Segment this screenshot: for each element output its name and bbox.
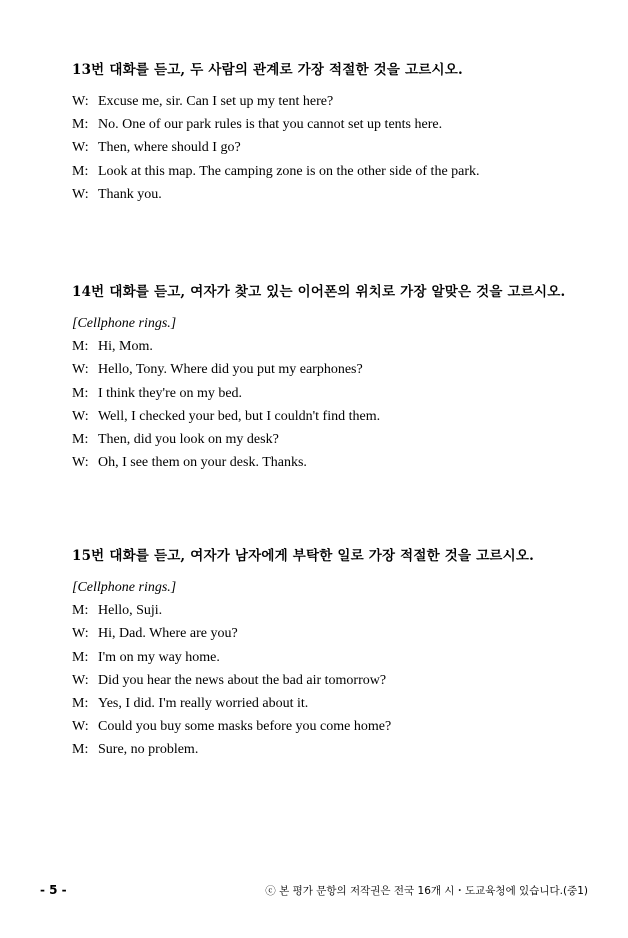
line-text: Then, did you look on my desk? <box>98 432 279 448</box>
dialogue-line <box>72 90 602 113</box>
speaker-label: W: <box>72 362 89 378</box>
dialogue-line <box>72 669 602 692</box>
speaker-label: M: <box>72 339 89 355</box>
line-text: Then, where should I go? <box>98 140 241 156</box>
dialogue-line <box>72 738 602 761</box>
speaker-label: M: <box>72 385 89 401</box>
dialogue-line <box>72 599 602 622</box>
speaker-label: M: <box>72 696 89 712</box>
copyright-notice: ⓒ 본 평가 문항의 저작권은 전국 16개 시・도교육청에 있습니다.(중1) <box>265 885 588 897</box>
line-text: Look at this map. The camping zone is on the other side of the park. <box>98 163 480 179</box>
speaker-label: W: <box>72 408 89 424</box>
dialogue <box>72 90 602 206</box>
dialogue-line <box>72 113 602 136</box>
stage-direction: [Cellphone rings.] <box>72 316 177 331</box>
question-14 <box>72 282 602 474</box>
line-text: Did you hear the news about the bad air tomorrow? <box>98 672 387 688</box>
dialogue-line <box>72 692 602 715</box>
page-number: - 5 - <box>40 883 67 897</box>
dialogue-line <box>72 428 602 451</box>
line-text: Well, I checked your bed, but I couldn't find them. <box>98 408 381 424</box>
question-title: 13번 대화를 듣고, 두 사람의 관계로 가장 적절한 것을 고르시오. <box>72 62 463 78</box>
dialogue <box>72 312 602 474</box>
stage-direction: [Cellphone rings.] <box>72 580 177 595</box>
dialogue-line <box>72 335 602 358</box>
line-text: Hi, Mom. <box>98 339 153 355</box>
dialogue-line <box>72 183 602 206</box>
line-text: Yes, I did. I'm really worried about it. <box>98 696 309 712</box>
speaker-label: M: <box>72 603 89 619</box>
dialogue-line <box>72 646 602 669</box>
line-text: Hello, Tony. Where did you put my earphones? <box>98 362 363 378</box>
dialogue-line <box>72 715 602 738</box>
dialogue-line <box>72 136 602 159</box>
dialogue-line <box>72 405 602 428</box>
line-text: No. One of our park rules is that you cannot set up tents here. <box>98 117 443 133</box>
speaker-label: M: <box>72 742 89 758</box>
line-text: Hi, Dad. Where are you? <box>98 626 238 642</box>
dialogue-line <box>72 382 602 405</box>
line-text: Oh, I see them on your desk. Thanks. <box>98 455 307 471</box>
speaker-label: W: <box>72 140 89 156</box>
speaker-label: M: <box>72 432 89 448</box>
speaker-label: W: <box>72 626 89 642</box>
dialogue-line <box>72 622 602 645</box>
dialogue <box>72 576 602 762</box>
dialogue-line <box>72 358 602 381</box>
speaker-label: W: <box>72 186 89 202</box>
line-text: Sure, no problem. <box>98 742 199 758</box>
speaker-label: W: <box>72 719 89 735</box>
page-footer <box>40 883 588 903</box>
question-13 <box>72 60 602 206</box>
line-text: Thank you. <box>98 186 162 202</box>
line-text: Hello, Suji. <box>98 603 163 619</box>
question-title: 15번 대화를 듣고, 여자가 남자에게 부탁한 일로 가장 적절한 것을 고르시오. <box>72 548 534 564</box>
line-text: Could you buy some masks before you come home? <box>98 719 392 735</box>
speaker-label: M: <box>72 163 89 179</box>
question-title: 14번 대화를 듣고, 여자가 찾고 있는 이어폰의 위치로 가장 알맞은 것을 고르시오. <box>72 284 566 300</box>
speaker-label: W: <box>72 455 89 471</box>
dialogue-line <box>72 160 602 183</box>
speaker-label: W: <box>72 672 89 688</box>
speaker-label: W: <box>72 94 89 109</box>
speaker-label: M: <box>72 649 89 665</box>
speaker-label: M: <box>72 117 89 133</box>
line-text: Excuse me, sir. Can I set up my tent here? <box>98 94 334 109</box>
dialogue-line <box>72 451 602 474</box>
line-text: I think they're on my bed. <box>98 385 243 401</box>
question-15 <box>72 546 602 762</box>
line-text: I'm on my way home. <box>98 649 220 665</box>
